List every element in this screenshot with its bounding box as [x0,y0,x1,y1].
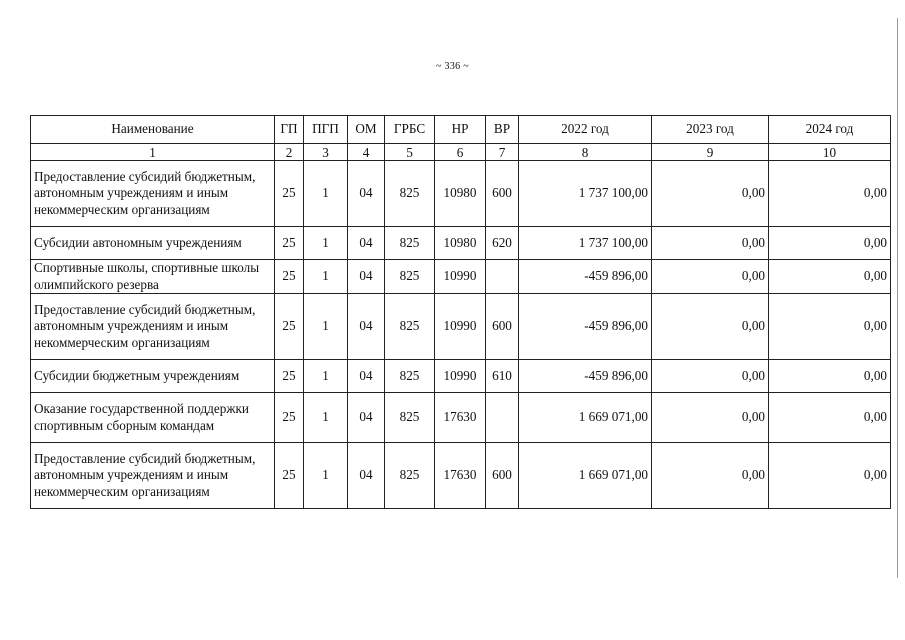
row-2023: 0,00 [652,360,769,393]
header-gp: ГП [275,116,304,144]
header-pgp: ПГП [304,116,348,144]
row-pgp: 1 [304,360,348,393]
row-2022: 1 737 100,00 [519,227,652,260]
column-number: 10 [769,144,891,161]
row-pgp: 1 [304,260,348,294]
row-pgp: 1 [304,443,348,509]
row-2023: 0,00 [652,393,769,443]
header-2022: 2022 год [519,116,652,144]
row-2023: 0,00 [652,294,769,360]
table-row [31,260,891,294]
row-nr: 10980 [435,227,486,260]
header-vr: ВР [486,116,519,144]
column-number: 1 [31,144,275,161]
row-gp: 25 [275,360,304,393]
column-number: 2 [275,144,304,161]
row-2022: -459 896,00 [519,260,652,294]
row-om: 04 [348,443,385,509]
row-vr [486,393,519,443]
table-row [31,161,891,227]
column-number: 7 [486,144,519,161]
row-gp: 25 [275,227,304,260]
row-om: 04 [348,360,385,393]
row-2022: -459 896,00 [519,294,652,360]
row-grbs: 825 [385,294,435,360]
row-2022: -459 896,00 [519,360,652,393]
row-pgp: 1 [304,393,348,443]
row-2022: 1 737 100,00 [519,161,652,227]
row-grbs: 825 [385,443,435,509]
row-name: Предоставление субсидий бюджетным, автономным учреждениям и иным некоммерческим организациям [31,294,275,360]
row-2024: 0,00 [769,227,891,260]
header-om: ОМ [348,116,385,144]
header-2024: 2024 год [769,116,891,144]
row-om: 04 [348,260,385,294]
header-row [31,116,891,144]
row-2022: 1 669 071,00 [519,443,652,509]
row-pgp: 1 [304,161,348,227]
row-gp: 25 [275,443,304,509]
row-grbs: 825 [385,161,435,227]
row-pgp: 1 [304,294,348,360]
row-name: Предоставление субсидий бюджетным, автономным учреждениям и иным некоммерческим организациям [31,161,275,227]
row-pgp: 1 [304,227,348,260]
column-number: 6 [435,144,486,161]
row-2024: 0,00 [769,360,891,393]
row-nr: 10990 [435,260,486,294]
table-row [31,227,891,260]
row-grbs: 825 [385,393,435,443]
row-vr: 600 [486,294,519,360]
header-nr: НР [435,116,486,144]
page-number: ~ 336 ~ [436,61,469,72]
row-grbs: 825 [385,260,435,294]
row-gp: 25 [275,393,304,443]
row-2022: 1 669 071,00 [519,393,652,443]
header-grbs: ГРБС [385,116,435,144]
row-grbs: 825 [385,227,435,260]
row-vr: 620 [486,227,519,260]
row-2023: 0,00 [652,161,769,227]
table-row [31,294,891,360]
table-row [31,443,891,509]
column-number: 8 [519,144,652,161]
row-nr: 17630 [435,443,486,509]
row-name: Спортивные школы, спортивные школы олимпийского резерва [31,260,275,294]
row-name: Субсидии автономным учреждениям [31,227,275,260]
column-number: 9 [652,144,769,161]
scan-edge-line [897,18,898,578]
row-2024: 0,00 [769,260,891,294]
column-number: 3 [304,144,348,161]
row-2023: 0,00 [652,260,769,294]
row-nr: 10990 [435,294,486,360]
row-2023: 0,00 [652,443,769,509]
row-2024: 0,00 [769,443,891,509]
row-vr [486,260,519,294]
row-2024: 0,00 [769,294,891,360]
table-row [31,393,891,443]
row-name: Субсидии бюджетным учреждениям [31,360,275,393]
row-om: 04 [348,227,385,260]
row-gp: 25 [275,294,304,360]
row-vr: 610 [486,360,519,393]
row-grbs: 825 [385,360,435,393]
row-om: 04 [348,393,385,443]
column-number: 5 [385,144,435,161]
row-2024: 0,00 [769,393,891,443]
column-number-row [31,144,891,161]
row-name: Предоставление субсидий бюджетным, автономным учреждениям и иным некоммерческим организациям [31,443,275,509]
row-2023: 0,00 [652,227,769,260]
row-nr: 10990 [435,360,486,393]
row-2024: 0,00 [769,161,891,227]
row-vr: 600 [486,443,519,509]
row-name: Оказание государственной поддержки спортивным сборным командам [31,393,275,443]
row-om: 04 [348,161,385,227]
header-2023: 2023 год [652,116,769,144]
budget-table [30,115,891,509]
row-om: 04 [348,294,385,360]
table-row [31,360,891,393]
column-number: 4 [348,144,385,161]
row-gp: 25 [275,161,304,227]
row-nr: 10980 [435,161,486,227]
row-gp: 25 [275,260,304,294]
row-nr: 17630 [435,393,486,443]
row-vr: 600 [486,161,519,227]
header-name: Наименование [31,116,275,144]
